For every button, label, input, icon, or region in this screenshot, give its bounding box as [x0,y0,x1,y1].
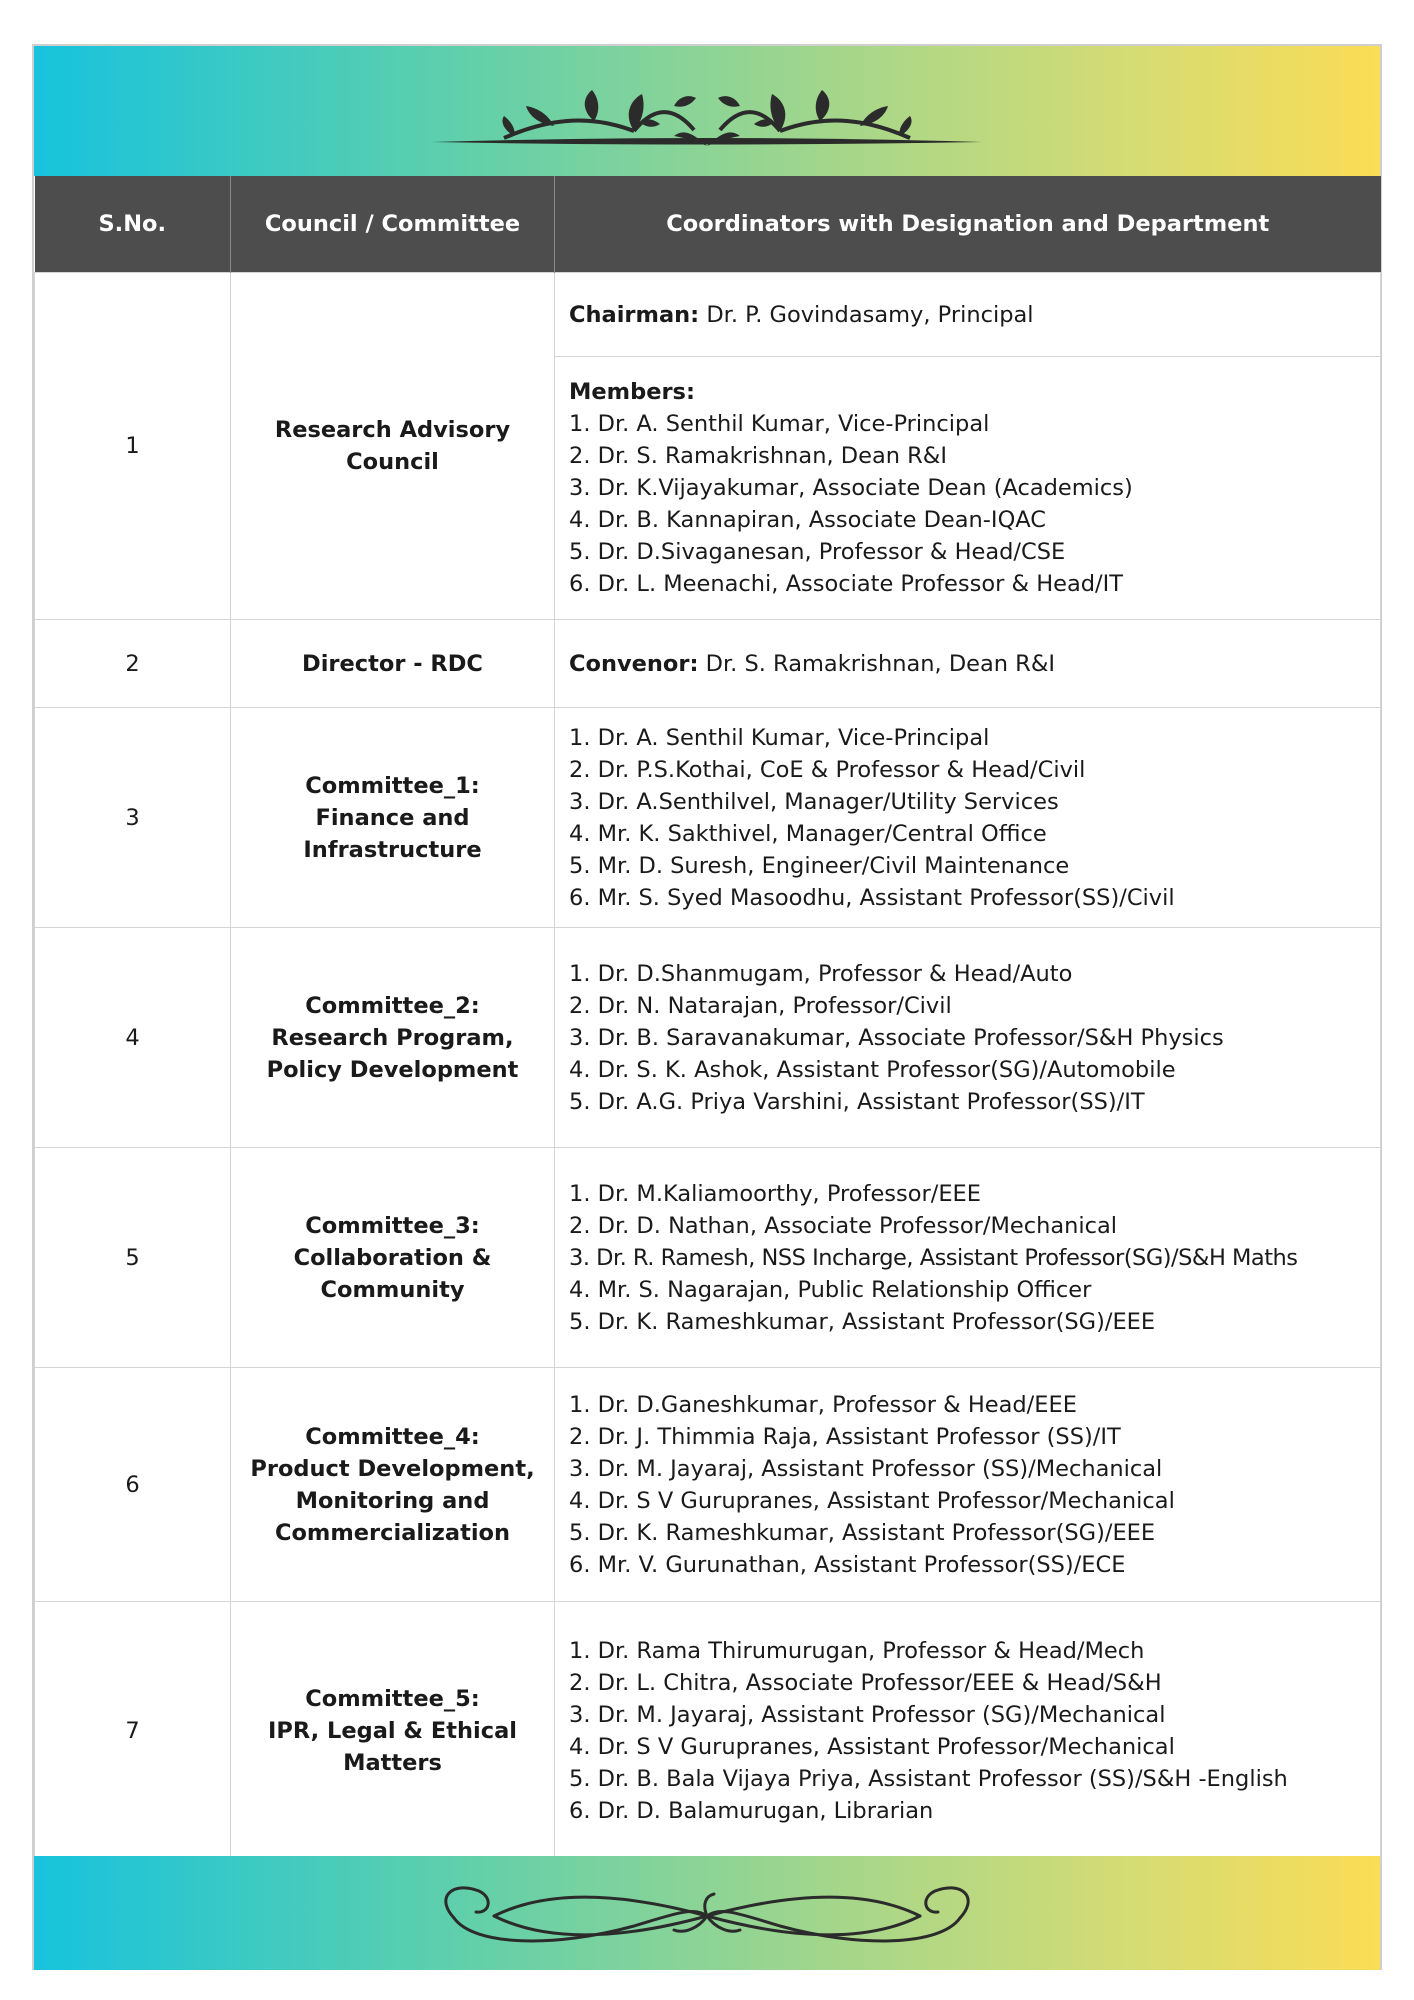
table-row [35,1602,1381,1861]
table-row [35,1368,1381,1602]
council-line: Community [320,1276,465,1303]
member-line: 2. Dr. D. Nathan, Associate Professor/Mechanical [569,1212,1118,1239]
council-line: Research Program, [271,1024,514,1051]
council-line: Monitoring and [295,1487,490,1514]
sno-cell: 3 [35,708,231,928]
member-line: 2. Dr. J. Thimmia Raja, Assistant Professor (SS)/IT [569,1423,1121,1450]
members-cell [555,1368,1381,1602]
sno-cell: 1 [35,273,231,620]
convenor-cell [555,620,1381,708]
table-row [35,928,1381,1148]
sno-cell: 6 [35,1368,231,1602]
member-line: 4. Dr. B. Kannapiran, Associate Dean-IQAC [569,507,1046,533]
table-row [35,273,1381,357]
convenor-label: Convenor: [569,650,699,677]
member-line: 4. Dr. S V Gurupranes, Assistant Professor/Mechanical [569,1487,1175,1514]
sno-cell: 5 [35,1148,231,1368]
member-line: 1. Dr. D.Ganeshkumar, Professor & Head/EEE [569,1391,1077,1418]
sno-cell: 2 [35,620,231,708]
member-line: 3. Dr. M. Jayaraj, Assistant Professor (SG)/Mechanical [569,1702,1166,1728]
council-line: IPR, Legal & Ethical [268,1718,517,1744]
member-line: 5. Dr. A.G. Priya Varshini, Assistant Professor(SS)/IT [569,1088,1145,1115]
member-line: 6. Dr. L. Meenachi, Associate Professor & Head/IT [569,571,1123,597]
council-line: Committee_4: [305,1423,480,1450]
council-line: Policy Development [266,1056,519,1083]
council-cell [231,1368,555,1602]
member-line: 2. Dr. S. Ramakrishnan, Dean R&I [569,443,947,469]
council-line: Product Development, [250,1455,535,1482]
council-line: Matters [343,1750,442,1776]
committee-table [34,176,1381,1861]
member-line: 5. Dr. D.Sivaganesan, Professor & Head/CSE [569,539,1066,565]
table-row [35,1148,1381,1368]
members-cell [555,928,1381,1148]
council-cell [231,708,555,928]
member-line: 5. Dr. K. Rameshkumar, Assistant Professor(SG)/EEE [569,1308,1156,1335]
member-line: 4. Mr. S. Nagarajan, Public Relationship Officer [569,1276,1092,1303]
members-cell [555,708,1381,928]
member-line: 6. Dr. D. Balamurugan, Librarian [569,1798,934,1824]
table-row [35,708,1381,928]
council-cell [231,273,555,620]
sno-cell: 7 [35,1602,231,1861]
council-line: Infrastructure [303,836,482,863]
member-line: 1. Dr. Rama Thirumurugan, Professor & Head/Mech [569,1638,1145,1664]
council-line: Commercialization [274,1519,511,1546]
member-line: 6. Mr. S. Syed Masoodhu, Assistant Professor(SS)/Civil [569,884,1175,911]
council-line: Director - RDC [302,650,483,677]
sno-cell: 4 [35,928,231,1148]
chairman-label: Chairman: [569,301,700,328]
member-line: 3. Dr. A.Senthilvel, Manager/Utility Services [569,788,1059,815]
council-line: Committee_5: [305,1686,480,1712]
table-row [35,620,1381,708]
member-line: 1. Dr. D.Shanmugam, Professor & Head/Auto [569,960,1073,987]
member-line: 5. Dr. K. Rameshkumar, Assistant Professor(SG)/EEE [569,1519,1156,1546]
member-line: 1. Dr. A. Senthil Kumar, Vice-Principal [569,411,990,437]
convenor-name: Dr. S. Ramakrishnan, Dean R&I [705,650,1055,677]
member-line: 6. Mr. V. Gurunathan, Assistant Professor(SS)/ECE [569,1551,1126,1578]
header-banner [34,46,1380,176]
council-line: Committee_3: [305,1212,480,1239]
swirl-ornament [34,1856,1380,1970]
header-council: Council / Committee [231,176,555,273]
member-line: 5. Dr. B. Bala Vijaya Priya, Assistant Professor (SS)/S&H -English [569,1766,1288,1792]
members-cell [555,357,1381,620]
member-line: 4. Dr. S V Gurupranes, Assistant Professor/Mechanical [569,1734,1175,1760]
member-line: 5. Mr. D. Suresh, Engineer/Civil Maintenance [569,852,1070,879]
members-cell [555,1602,1381,1861]
member-line: 3. Dr. R. Ramesh, NSS Incharge, Assistant Professor(SG)/S&H Maths [569,1244,1298,1271]
member-line: 1. Dr. A. Senthil Kumar, Vice-Principal [569,724,990,751]
document-frame [32,44,1382,1970]
members-label: Members: [569,379,695,405]
footer-banner [34,1856,1380,1970]
member-line: 3. Dr. B. Saravanakumar, Associate Professor/S&H Physics [569,1024,1224,1051]
council-cell [231,1148,555,1368]
council-cell [231,1602,555,1861]
member-line: 3. Dr. K.Vijayakumar, Associate Dean (Academics) [569,475,1133,501]
member-line: 4. Dr. S. K. Ashok, Assistant Professor(SG)/Automobile [569,1056,1176,1083]
council-line: Research Advisory [274,417,511,443]
member-line: 2. Dr. L. Chitra, Associate Professor/EEE & Head/S&H [569,1670,1162,1696]
member-line: 2. Dr. P.S.Kothai, CoE & Professor & Head/Civil [569,756,1086,783]
chairman-cell [555,273,1381,357]
council-cell [231,620,555,708]
floral-ornament [34,46,1380,176]
council-line: Collaboration & [293,1244,492,1271]
member-line: 1. Dr. M.Kaliamoorthy, Professor/EEE [569,1180,981,1207]
header-sno: S.No. [35,176,231,273]
member-line: 2. Dr. N. Natarajan, Professor/Civil [569,992,952,1019]
council-line: Council [346,449,439,475]
council-line: Finance and [315,804,470,831]
header-coordinators: Coordinators with Designation and Department [555,176,1381,273]
members-cell [555,1148,1381,1368]
member-line: 4. Mr. K. Sakthivel, Manager/Central Office [569,820,1047,847]
council-line: Committee_2: [305,992,480,1019]
member-line: 3. Dr. M. Jayaraj, Assistant Professor (SS)/Mechanical [569,1455,1163,1482]
table-header-row [35,176,1381,273]
council-cell [231,928,555,1148]
council-line: Committee_1: [305,772,480,799]
chairman-name: Dr. P. Govindasamy, Principal [706,301,1034,328]
